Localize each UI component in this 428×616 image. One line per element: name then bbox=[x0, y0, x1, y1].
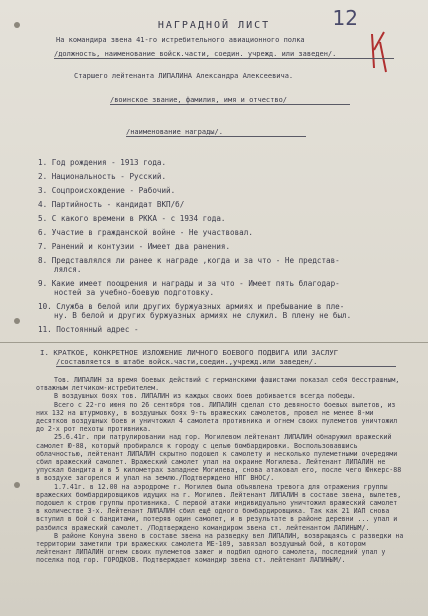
unit-caption: /должность, наименование войск.части, соедин. учрежд. или заведен/. bbox=[54, 50, 394, 59]
question-11: 11. Постоянный адрес - bbox=[38, 325, 139, 334]
citation-paragraph: Тов. ЛИПАЛИН за время боевых действий с германскими фашистами показал себя бесстрашным, отважным летчиком-истребителем. bbox=[36, 376, 400, 393]
question-10-cont: ну. В белой и других буржуазных армиях не служил. В плену не был. bbox=[54, 311, 352, 320]
question-9-cont: ностей за учебно-боевую подготовку. bbox=[54, 288, 215, 297]
question-8-cont: лялся. bbox=[54, 265, 82, 274]
question-4: 4. Партийность - кандидат ВКП/б/ bbox=[38, 200, 185, 209]
citation-paragraph: 25.6.41г. при патрулировании над гор. Могилевом лейтенант ЛИПАЛИН обнаружил вражеский самолет Ю-88, который пробирался к городу с целью бомбардировки. Воспользовавшись облачностью, лейтенант ЛИПАЛИН скрытно подошел к самолету и несколько пулеметными очередями сбил вражеский самолет. Вражеский самолет упал на окраине Могилева. Лейтенант ЛИПАЛИН не упускал бандита и в 5 километрах западнее Могилева, снова атаковал его, после чего Юнкерс-88 в воздухе загорелся и упал на землю./Подтверждено НПГ ВНОС/. bbox=[36, 433, 402, 483]
section-heading: I. КРАТКОЕ, КОНКРЕТНОЕ ИЗЛОЖЕНИЕ ЛИЧНОГО БОЕВОГО ПОДВИГА ИЛИ ЗАСЛУГ bbox=[40, 348, 339, 357]
document-title: НАГРАДНОЙ ЛИСТ bbox=[157, 20, 271, 31]
nominee-name: Старшего лейтенанта ЛИПАЛИНА Александра Алексеевича. bbox=[74, 72, 294, 80]
section-divider bbox=[0, 342, 428, 343]
award-caption: /наименование награды/. bbox=[126, 128, 306, 137]
punch-hole bbox=[14, 482, 20, 488]
question-10: 10. Служба в белой или других буржуазных армиях и пребывание в пле- bbox=[38, 302, 345, 311]
citation-paragraph: В районе Конуна звено в составе звена на разведку вел ЛИПАЛИН, возвращаясь с разведки на территории заметили три вражеских самолета МЕ-109, завязал воздушный бой, в котором лейтенант ЛИПАЛИН огнем своих пулеметов зажег и подбил одного самолета, последний упал у поселка под гор. ГОРОДКОВ. Подтверждает командир звена ст. лейтенант ЛАПИНЫМ/. bbox=[36, 531, 404, 565]
section-subheading: /составляется в штабе войск.части,соедин.,учрежд.или заведен/. bbox=[56, 358, 396, 367]
question-2: 2. Национальность - Русский. bbox=[38, 172, 167, 181]
question-6: 6. Участие в гражданской войне - Не участвовал. bbox=[38, 228, 253, 237]
nominee-position: На командира звена 41-го истребительного авиационного полка bbox=[56, 36, 305, 44]
question-5: 5. С какого времени в РККА - с 1934 года. bbox=[38, 214, 226, 223]
page-number: 12 bbox=[332, 6, 358, 30]
question-8: 8. Представлялся ли ранее к награде ,когда и за что - Не представ- bbox=[38, 256, 340, 265]
citation-paragraph: В воздушных боях тов. ЛИПАЛИН из каждых своих боев добивается всегда победы. bbox=[54, 392, 356, 401]
punch-hole bbox=[14, 318, 20, 324]
question-1: 1. Год рождения - 1913 года. bbox=[38, 158, 167, 167]
citation-paragraph: Всего с 22-го июня по 26 сентября тов. ЛИПАЛИН сделал сто девяносто боевых вылетов, из них 132 на штурмовку, в воздушных боях 9-ть вражеских самолетов, провел не менее 8-ми десятков воздушных боев и уничтожил 4 самолета противника и огнем своих пулеметов уничтожил до 2-х рот пехоты противника. bbox=[36, 400, 398, 434]
citation-text bbox=[36, 376, 404, 565]
name-caption: /воинское звание, фамилия, имя и отчество/ bbox=[110, 96, 350, 105]
question-9: 9. Какие имеет поощрения и награды и за что - Имеет пять благодар- bbox=[38, 279, 340, 288]
question-3: 3. Соцпроисхождение - Рабочий. bbox=[38, 186, 176, 195]
question-7: 7. Ранений и контузии - Имеет два ранения. bbox=[38, 242, 231, 251]
citation-paragraph: 1.7.41г. в 12.00 на аэродроме г. Могилев была объявлена тревога для отражения группы вражеских бомбардировщиков идущих на г. Могилев. Лейтенант ЛИПАЛИН в составе звена, вылетев, подошел к строю группы противника. С первой атаки индивидуально уничтожил вражеский самолет в количестве 3-х. Лейтенант ЛИПАЛИН сбил ещё одного бомбардировщика. Так как 21 ИАП снова вступил в бой с бандитами, потеряв один самолет, и в результате в районе деревни ... упал и разбился вражеский самолет. /Подтверждено командиром звена ст. лейтенантом ЛАПИНЫМ/. bbox=[36, 482, 402, 532]
